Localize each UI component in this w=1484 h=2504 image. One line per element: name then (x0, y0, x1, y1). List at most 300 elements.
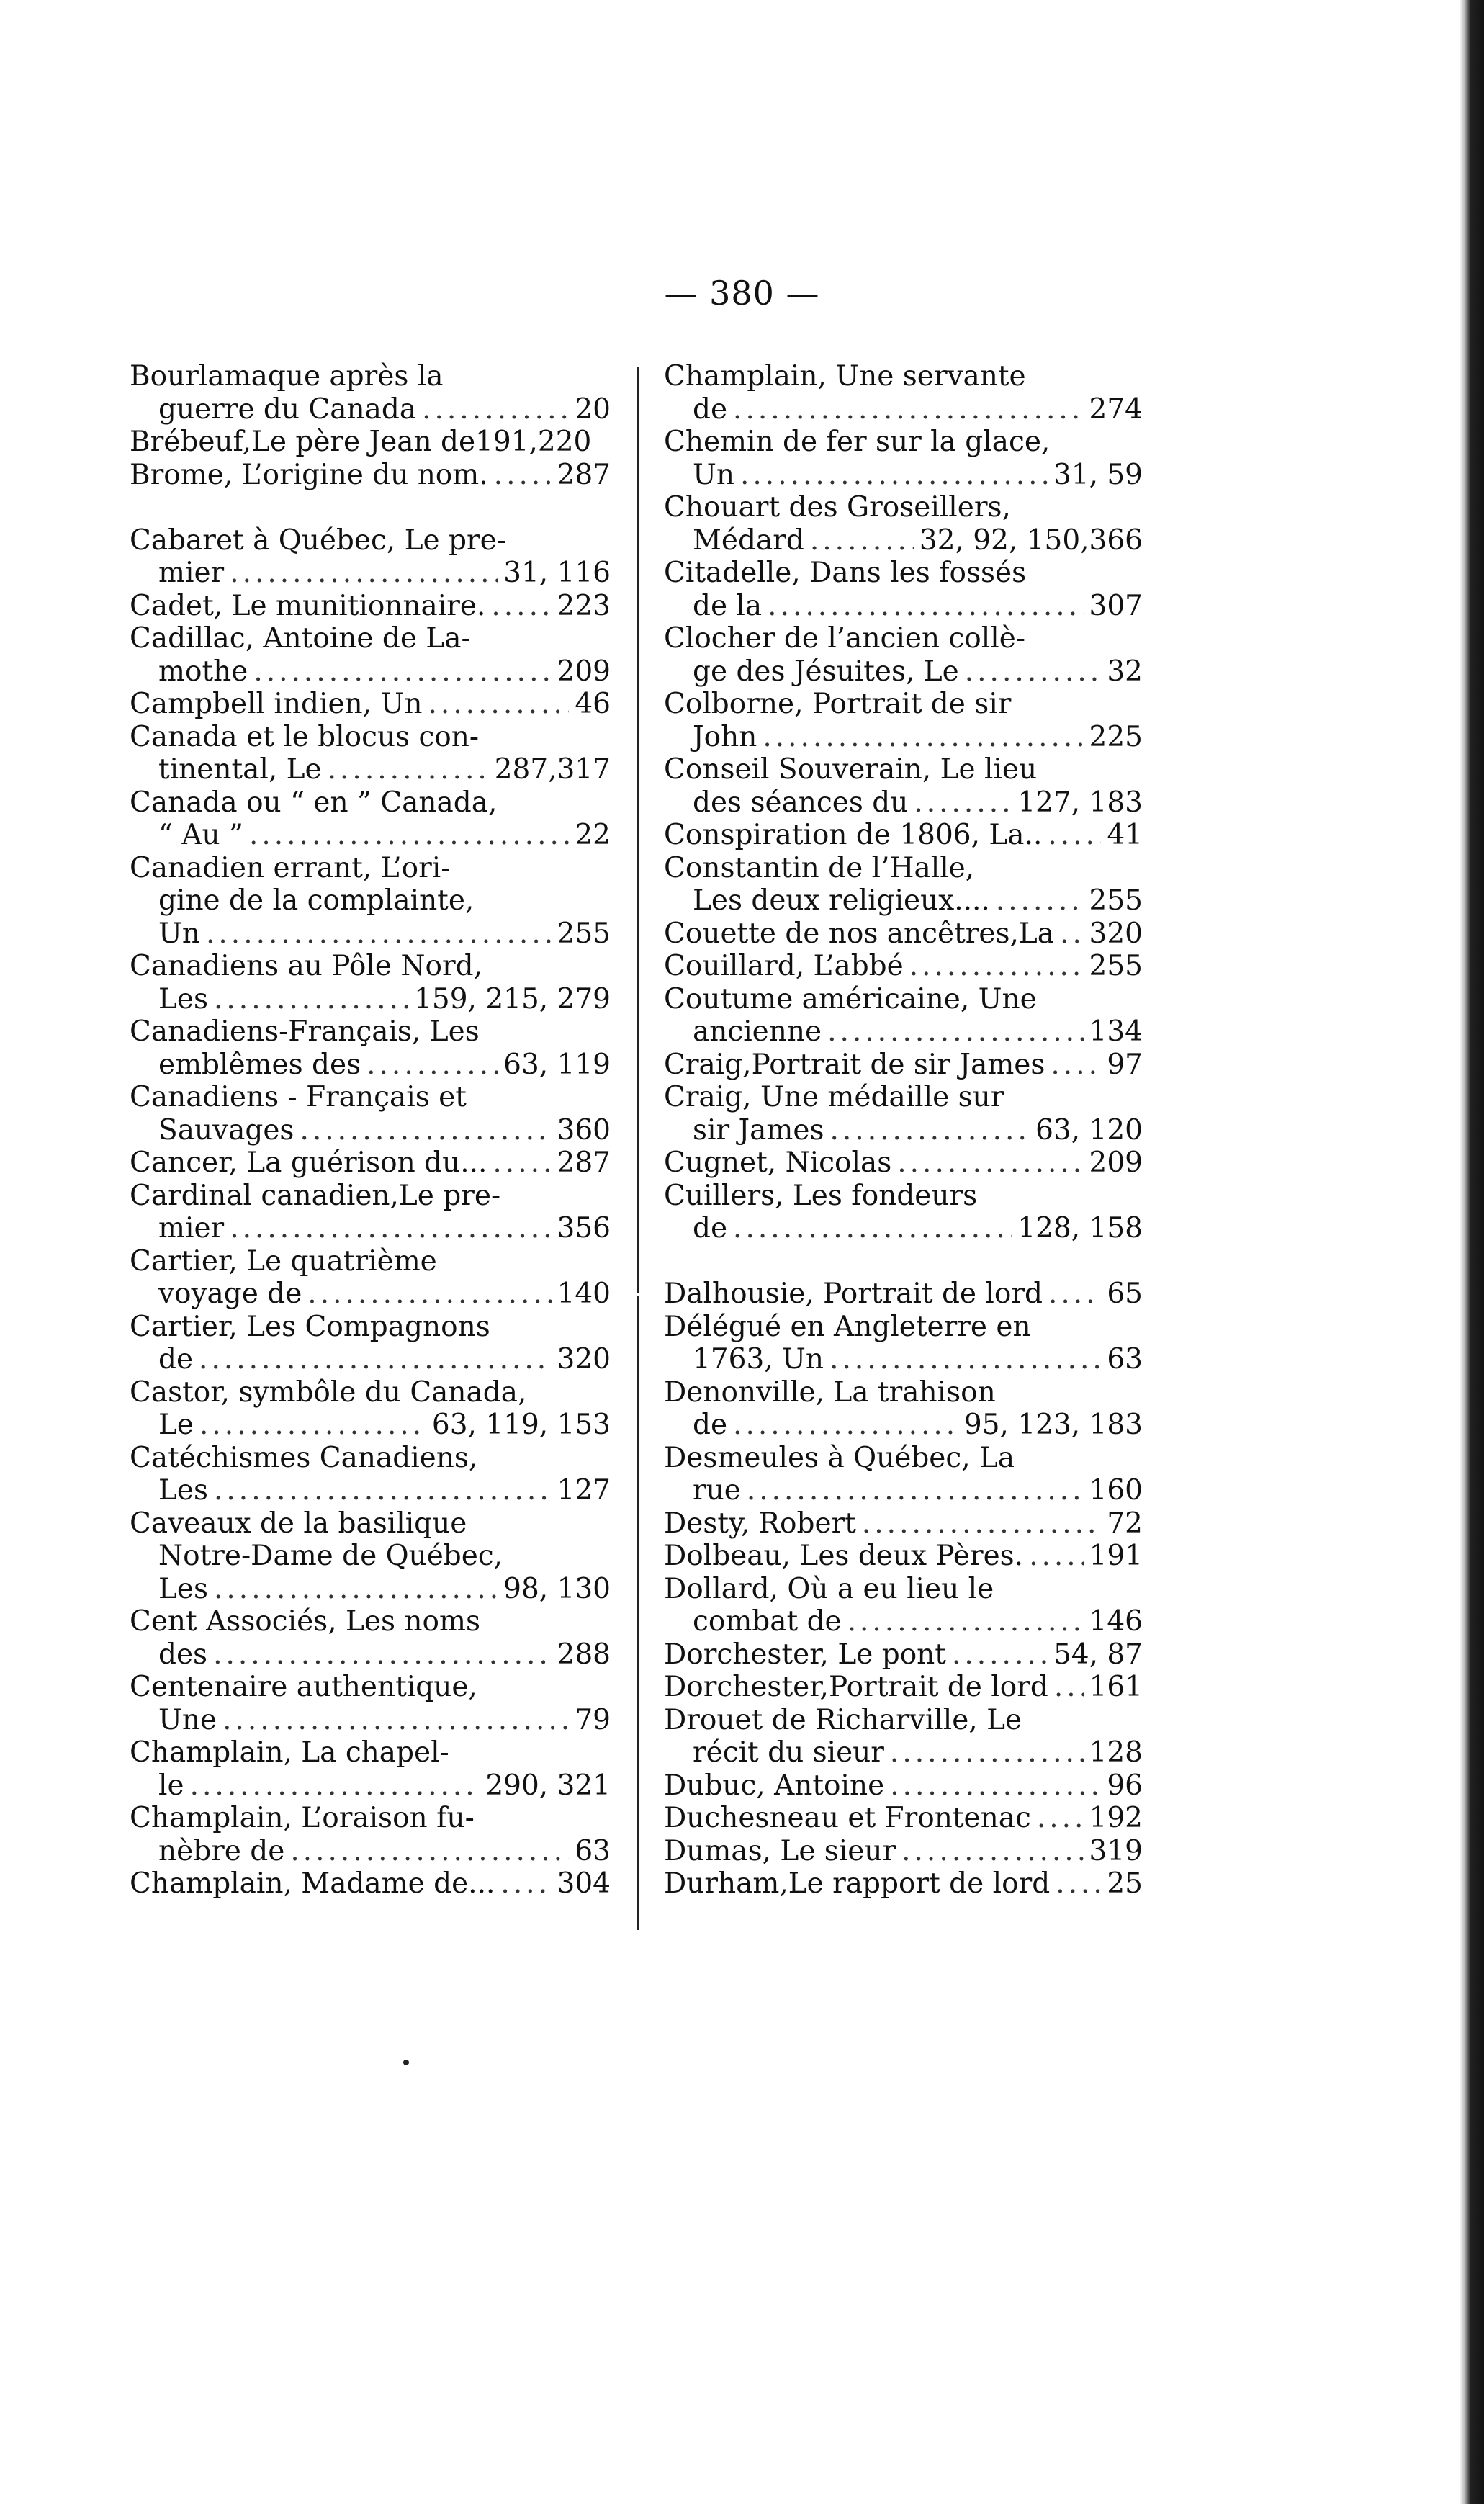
entry-last-line (664, 1835, 1143, 1868)
page-reference: 255 (557, 917, 611, 950)
index-entry (664, 983, 1143, 1049)
entry-text: Durham,Le rapport de lord (664, 1867, 1051, 1900)
page-reference: 63 (1107, 1343, 1143, 1376)
page-reference: 146 (1089, 1605, 1143, 1638)
dot-leader (1054, 1671, 1084, 1704)
entry-text: Dorchester,Portrait de lord (664, 1671, 1048, 1703)
entry-text: Couette de nos ancêtres,La (664, 917, 1055, 950)
dot-leader (1051, 1049, 1101, 1082)
index-entry (130, 1802, 611, 1867)
entry-text: Castor, symbôle du Canada, (130, 1376, 527, 1409)
entry-text: Les (158, 982, 208, 1015)
entry-last-line (130, 655, 611, 688)
entry-text: Citadelle, Dans les fossés (664, 557, 1027, 589)
entry-text: Canada ou “ en ” Canada, (130, 786, 498, 819)
entry-text: Cartier, Les Compagnons (130, 1310, 490, 1343)
entry-text: voyage de (158, 1278, 302, 1310)
entry-last-line (664, 786, 1143, 820)
index-entry (664, 1049, 1143, 1082)
dot-leader (199, 1409, 426, 1442)
entry-last-line (664, 1409, 1143, 1442)
index-entry (664, 360, 1143, 426)
dot-leader (307, 1278, 551, 1311)
index-entry (664, 1146, 1143, 1180)
page-reference: 95, 123, 183 (963, 1409, 1143, 1441)
entry-text: mier (158, 1212, 225, 1244)
dot-leader (1056, 1867, 1101, 1901)
dot-leader (890, 1736, 1084, 1769)
dot-leader (1029, 1540, 1083, 1573)
entry-text: Champlain, L’oraison fu- (130, 1802, 475, 1834)
dot-leader (733, 393, 1084, 426)
page-reference: 191 (1089, 1540, 1143, 1572)
dot-leader (199, 1343, 552, 1376)
dot-leader (862, 1507, 1101, 1540)
entry-last-line (664, 459, 1143, 492)
entry-text: emblêmes des (158, 1048, 361, 1081)
index-entry (130, 360, 611, 426)
entry-text: Les (158, 1474, 208, 1507)
dot-leader (996, 884, 1084, 917)
dot-leader (206, 917, 552, 951)
dot-leader (909, 950, 1084, 983)
index-entry (130, 1180, 611, 1245)
entry-text: de (158, 1343, 194, 1376)
index-entry (664, 753, 1143, 819)
entry-text: Une (158, 1703, 217, 1736)
index-entry (664, 622, 1143, 688)
entry-last-line (664, 1212, 1143, 1245)
index-entry (130, 1081, 611, 1146)
entry-last-line (130, 1409, 611, 1442)
index-entry (664, 852, 1143, 917)
entry-last-line (130, 688, 611, 721)
page-reference: 356 (557, 1212, 611, 1244)
entry-last-line (664, 1015, 1143, 1049)
dot-leader (366, 1049, 498, 1082)
index-entry (664, 1638, 1143, 1671)
dot-leader (890, 1769, 1101, 1803)
index-column-left (130, 360, 611, 1901)
entry-text: 1763, Un (693, 1343, 824, 1376)
dot-leader (300, 1114, 551, 1147)
page-reference: 127, 183 (1017, 786, 1143, 819)
page-reference: 223 (557, 589, 611, 622)
page-reference: 304 (557, 1867, 611, 1900)
index-entry (130, 688, 611, 721)
page-reference: 319 (1089, 1834, 1143, 1867)
dot-leader (1037, 1802, 1084, 1835)
entry-text: Champlain, Une servante (664, 360, 1026, 392)
entry-text: gine de la complainte, (158, 884, 475, 917)
entry-text: Conseil Souverain, Le lieu (664, 753, 1038, 786)
page-reference: 307 (1089, 589, 1143, 622)
entry-last-line (130, 459, 611, 492)
index-entry (664, 1835, 1143, 1868)
page-reference: 127 (557, 1474, 611, 1507)
entry-last-line (664, 1146, 1143, 1180)
index-entry (664, 1442, 1143, 1507)
entry-last-line (664, 1769, 1143, 1803)
index-entry (664, 819, 1143, 852)
page-reference: 20 (575, 392, 611, 426)
index-entry (130, 1736, 611, 1802)
entry-text: Cugnet, Nicolas (664, 1146, 892, 1179)
entry-text: Caveaux de la basilique (130, 1507, 467, 1540)
entry-text: Sauvages (158, 1113, 294, 1146)
index-entry (664, 1867, 1143, 1901)
entry-text: Dollard, Où a eu lieu le (664, 1572, 994, 1605)
index-entry (664, 950, 1143, 983)
page-reference: 63, 119, 153 (431, 1409, 611, 1441)
entry-text: Cabaret à Québec, Le pre- (130, 524, 506, 557)
entry-text: Couillard, L’abbé (664, 950, 904, 982)
page-reference: 41 (1107, 819, 1143, 851)
dot-leader (253, 655, 551, 688)
index-entry (664, 1278, 1143, 1311)
entry-text: Cadet, Le munitionnaire. (130, 589, 486, 622)
entry-text: Un (693, 458, 734, 491)
entry-text: Conspiration de 1806, La.. (664, 819, 1043, 851)
dot-leader (829, 1343, 1101, 1376)
dot-leader (249, 819, 569, 852)
index-entry (130, 950, 611, 1015)
entry-last-line (664, 1540, 1143, 1573)
entry-last-line (130, 393, 611, 426)
index-entry (664, 1671, 1143, 1704)
entry-text: de (693, 1212, 728, 1244)
entry-text: Bourlamaque après la (130, 360, 444, 392)
column-divider (637, 1296, 639, 1930)
entry-last-line (664, 950, 1143, 983)
section-gap (130, 491, 611, 524)
dot-leader (897, 1146, 1083, 1180)
index-entry (664, 1507, 1143, 1540)
entry-text: de la (693, 589, 763, 622)
page-reference: 72 (1107, 1507, 1143, 1540)
page-reference: 79 (575, 1703, 611, 1736)
entry-text: Colborne, Portrait de sir (664, 688, 1012, 720)
page-reference: 63, 119 (503, 1048, 611, 1081)
entry-text: Cartier, Le quatrième (130, 1244, 437, 1278)
index-entry (664, 688, 1143, 753)
entry-text: de (693, 392, 728, 426)
entry-text: ancienne (693, 1015, 822, 1048)
entry-text: Délégué en Angleterre en (664, 1310, 1031, 1343)
entry-last-line (664, 393, 1143, 426)
index-entry (130, 426, 611, 459)
page-reference: 31, 59 (1053, 458, 1143, 491)
dot-leader (733, 1409, 958, 1442)
page-reference: 65 (1107, 1278, 1143, 1310)
entry-text: Cancer, La guérison du... (130, 1146, 487, 1179)
entry-last-line (664, 524, 1143, 557)
entry-text: Dumas, Le sieur (664, 1834, 896, 1867)
entry-text: Desmeules à Québec, La (664, 1441, 1015, 1474)
entry-text: John (693, 720, 757, 753)
entry-text: Canadiens au Pôle Nord, (130, 950, 482, 982)
section-gap (664, 1245, 1143, 1278)
entry-last-line (664, 1278, 1143, 1311)
entry-text: Médard (693, 524, 804, 557)
dot-leader (847, 1605, 1084, 1638)
dot-leader (494, 459, 552, 492)
entry-last-line (664, 590, 1143, 623)
index-entry (130, 1245, 611, 1311)
dot-leader (190, 1769, 480, 1803)
page-reference: 54, 87 (1053, 1638, 1143, 1671)
index-entry (130, 1311, 611, 1376)
dot-leader (491, 590, 551, 623)
dot-leader (768, 590, 1083, 623)
entry-text: rue (693, 1474, 741, 1507)
index-entry (664, 1802, 1143, 1835)
dot-leader (213, 1638, 551, 1671)
entry-last-line (664, 1867, 1143, 1901)
entry-text: guerre du Canada (158, 392, 417, 426)
index-entry (664, 1704, 1143, 1769)
index-entry (130, 524, 611, 590)
dot-leader (1048, 819, 1101, 852)
dot-leader (914, 786, 1012, 820)
page-reference: 46 (575, 688, 611, 720)
entry-text: tinental, Le (158, 753, 322, 786)
entry-text: Le (158, 1409, 194, 1441)
page-reference: 22 (575, 819, 611, 851)
index-entry (130, 1376, 611, 1442)
entry-last-line (664, 1638, 1143, 1671)
entry-text: Catéchismes Canadiens, (130, 1441, 478, 1474)
page-reference: 320 (1089, 917, 1143, 950)
entry-last-line (130, 1835, 611, 1868)
page-reference: 287,317 (494, 753, 611, 786)
dot-leader (428, 688, 569, 721)
entry-text: “ Au ” (158, 819, 243, 851)
entry-text: le (158, 1769, 184, 1802)
entry-text: Desty, Robert (664, 1507, 856, 1540)
entry-last-line (130, 1573, 611, 1606)
entry-text: Les (158, 1572, 208, 1605)
page-reference: 159, 215, 279 (414, 982, 611, 1015)
page-reference: 192 (1089, 1802, 1143, 1834)
index-column-right (664, 360, 1143, 1901)
entry-text: Cadillac, Antoine de La- (130, 622, 471, 655)
entry-text: Centenaire authentique, (130, 1671, 477, 1703)
index-entry (664, 426, 1143, 491)
entry-text: Constantin de l’Halle, (664, 851, 975, 884)
dot-leader (740, 459, 1048, 492)
entry-last-line (130, 819, 611, 852)
index-entry (130, 622, 611, 688)
page-reference: 209 (557, 655, 611, 688)
entry-last-line (664, 1671, 1143, 1704)
index-entry (130, 1867, 611, 1901)
page-reference: 140 (557, 1278, 611, 1310)
entry-last-line (664, 1474, 1143, 1507)
dot-leader (230, 1212, 551, 1245)
page-reference: 274 (1089, 392, 1143, 426)
page-reference: 63, 120 (1035, 1113, 1143, 1146)
entry-text: Campbell indien, Un (130, 688, 423, 720)
entry-text: Champlain, Madame de... (130, 1867, 495, 1900)
page-reference: 32, 92, 150,366 (919, 524, 1143, 557)
dot-leader (763, 721, 1083, 754)
dot-leader (965, 655, 1102, 688)
index-entry (664, 1311, 1143, 1376)
index-entry (664, 1540, 1143, 1573)
index-entry (664, 1573, 1143, 1638)
entry-last-line (130, 1769, 611, 1803)
entry-last-line (130, 1638, 611, 1671)
entry-last-line (664, 721, 1143, 754)
entry-text: Brébeuf,Le père Jean de191,220 (130, 426, 592, 458)
page-reference: 98, 130 (503, 1572, 611, 1605)
entry-text: Dalhousie, Portrait de lord (664, 1278, 1043, 1310)
index-entry (130, 1507, 611, 1606)
entry-last-line (130, 1278, 611, 1311)
dot-leader (222, 1704, 569, 1737)
entry-text: Duchesneau et Frontenac (664, 1802, 1031, 1834)
entry-text: Cardinal canadien,Le pre- (130, 1179, 501, 1212)
page-reference: 320 (557, 1343, 611, 1376)
entry-text: Canadien errant, L’ori- (130, 851, 451, 884)
column-divider (637, 367, 639, 1293)
page-reference: 290, 321 (485, 1769, 611, 1802)
entry-last-line (130, 1704, 611, 1737)
dot-leader (830, 1114, 1030, 1147)
entry-text: Canadiens-Français, Les (130, 1015, 480, 1048)
index-entry (664, 491, 1143, 557)
entry-last-line (664, 655, 1143, 688)
page-reference: 288 (557, 1638, 611, 1671)
index-entry (664, 557, 1143, 622)
index-entry (664, 1769, 1143, 1803)
page-reference: 209 (1089, 1146, 1143, 1179)
entry-text: de (693, 1409, 728, 1441)
index-entry (664, 1180, 1143, 1245)
dot-leader (214, 1573, 498, 1606)
entry-text: mier (158, 557, 225, 589)
page-reference: 128 (1089, 1736, 1143, 1769)
dot-leader (1048, 1278, 1101, 1311)
entry-last-line (664, 1049, 1143, 1082)
entry-text: nèbre de (158, 1834, 285, 1867)
dot-leader (810, 524, 914, 557)
entry-text: Chouart des Groseillers, (664, 491, 1011, 524)
entry-last-line (130, 1343, 611, 1376)
entry-last-line (130, 983, 611, 1016)
entry-last-line (130, 1867, 611, 1901)
page-edge-shadow (1460, 0, 1484, 2504)
dot-leader (827, 1015, 1083, 1049)
entry-text: Denonville, La trahison (664, 1376, 996, 1409)
entry-last-line (664, 1736, 1143, 1769)
index-entry (664, 1376, 1143, 1442)
page-reference: 96 (1107, 1769, 1143, 1802)
index-entry (664, 1081, 1143, 1146)
entry-text: Coutume américaine, Une (664, 982, 1037, 1015)
dot-leader (500, 1867, 551, 1901)
page-reference: 360 (557, 1113, 611, 1146)
index-entry (130, 786, 611, 852)
entry-last-line (130, 590, 611, 623)
index-entry (130, 1671, 611, 1736)
entry-text: récit du sieur (693, 1736, 884, 1769)
entry-text: Dorchester, Le pont (664, 1638, 946, 1671)
dot-leader (214, 983, 408, 1016)
entry-text: mothe (158, 655, 248, 688)
index-entry (130, 1605, 611, 1671)
page-reference: 287 (557, 1146, 611, 1179)
page-number: — 380 — (664, 274, 820, 313)
entry-text: Chemin de fer sur la glace, (664, 426, 1051, 458)
entry-text: Cuillers, Les fondeurs (664, 1179, 978, 1212)
dot-leader (422, 393, 569, 426)
index-entry (130, 852, 611, 951)
entry-text: Notre-Dame de Québec, (158, 1540, 503, 1572)
entry-text: Canada et le blocus con- (130, 720, 480, 753)
entry-text: Cent Associés, Les noms (130, 1605, 480, 1638)
dot-leader (230, 557, 498, 590)
entry-text: des (158, 1638, 208, 1671)
entry-text: Craig, Une médaille sur (664, 1081, 1004, 1113)
entry-last-line (130, 917, 611, 951)
entry-text: sir James (693, 1113, 824, 1146)
entry-last-line (130, 1049, 611, 1082)
entry-text: Canadiens - Français et (130, 1081, 467, 1113)
index-entry (130, 1015, 611, 1081)
entry-text: Les deux religieux.... (693, 884, 990, 917)
entry-text: ge des Jésuites, Le (693, 655, 959, 688)
dot-leader (952, 1638, 1048, 1671)
entry-last-line (130, 1212, 611, 1245)
entry-text: Dubuc, Antoine (664, 1769, 885, 1802)
entry-last-line (130, 753, 611, 786)
page-reference: 160 (1089, 1474, 1143, 1507)
entry-last-line (130, 426, 611, 459)
entry-last-line (664, 1802, 1143, 1835)
page-reference: 255 (1089, 950, 1143, 982)
dot-leader (290, 1835, 569, 1868)
entry-text: Craig,Portrait de sir James (664, 1048, 1045, 1081)
index-entry (130, 459, 611, 492)
entry-text: Clocher de l’ancien collè- (664, 622, 1025, 655)
page-reference: 255 (1089, 884, 1143, 917)
entry-last-line (130, 1146, 611, 1180)
index-entry (130, 1442, 611, 1507)
entry-last-line (130, 557, 611, 590)
entry-last-line (664, 1605, 1143, 1638)
dot-leader (493, 1146, 551, 1180)
entry-last-line (664, 917, 1143, 951)
page-reference: 32 (1107, 655, 1143, 688)
entry-last-line (664, 819, 1143, 852)
entry-text: Brome, L’origine du nom. (130, 458, 488, 491)
dot-leader (747, 1474, 1084, 1507)
page-reference: 31, 116 (503, 557, 611, 589)
dot-leader (214, 1474, 552, 1507)
entry-last-line (664, 1507, 1143, 1540)
entry-last-line (664, 884, 1143, 917)
entry-text: Drouet de Richarville, Le (664, 1703, 1022, 1736)
entry-last-line (664, 1343, 1143, 1376)
index-entry (130, 1146, 611, 1180)
dot-leader (1060, 917, 1084, 951)
page-reference: 287 (557, 458, 611, 491)
entry-last-line (664, 1114, 1143, 1147)
dot-leader (328, 753, 489, 786)
page-reference: 225 (1089, 720, 1143, 753)
